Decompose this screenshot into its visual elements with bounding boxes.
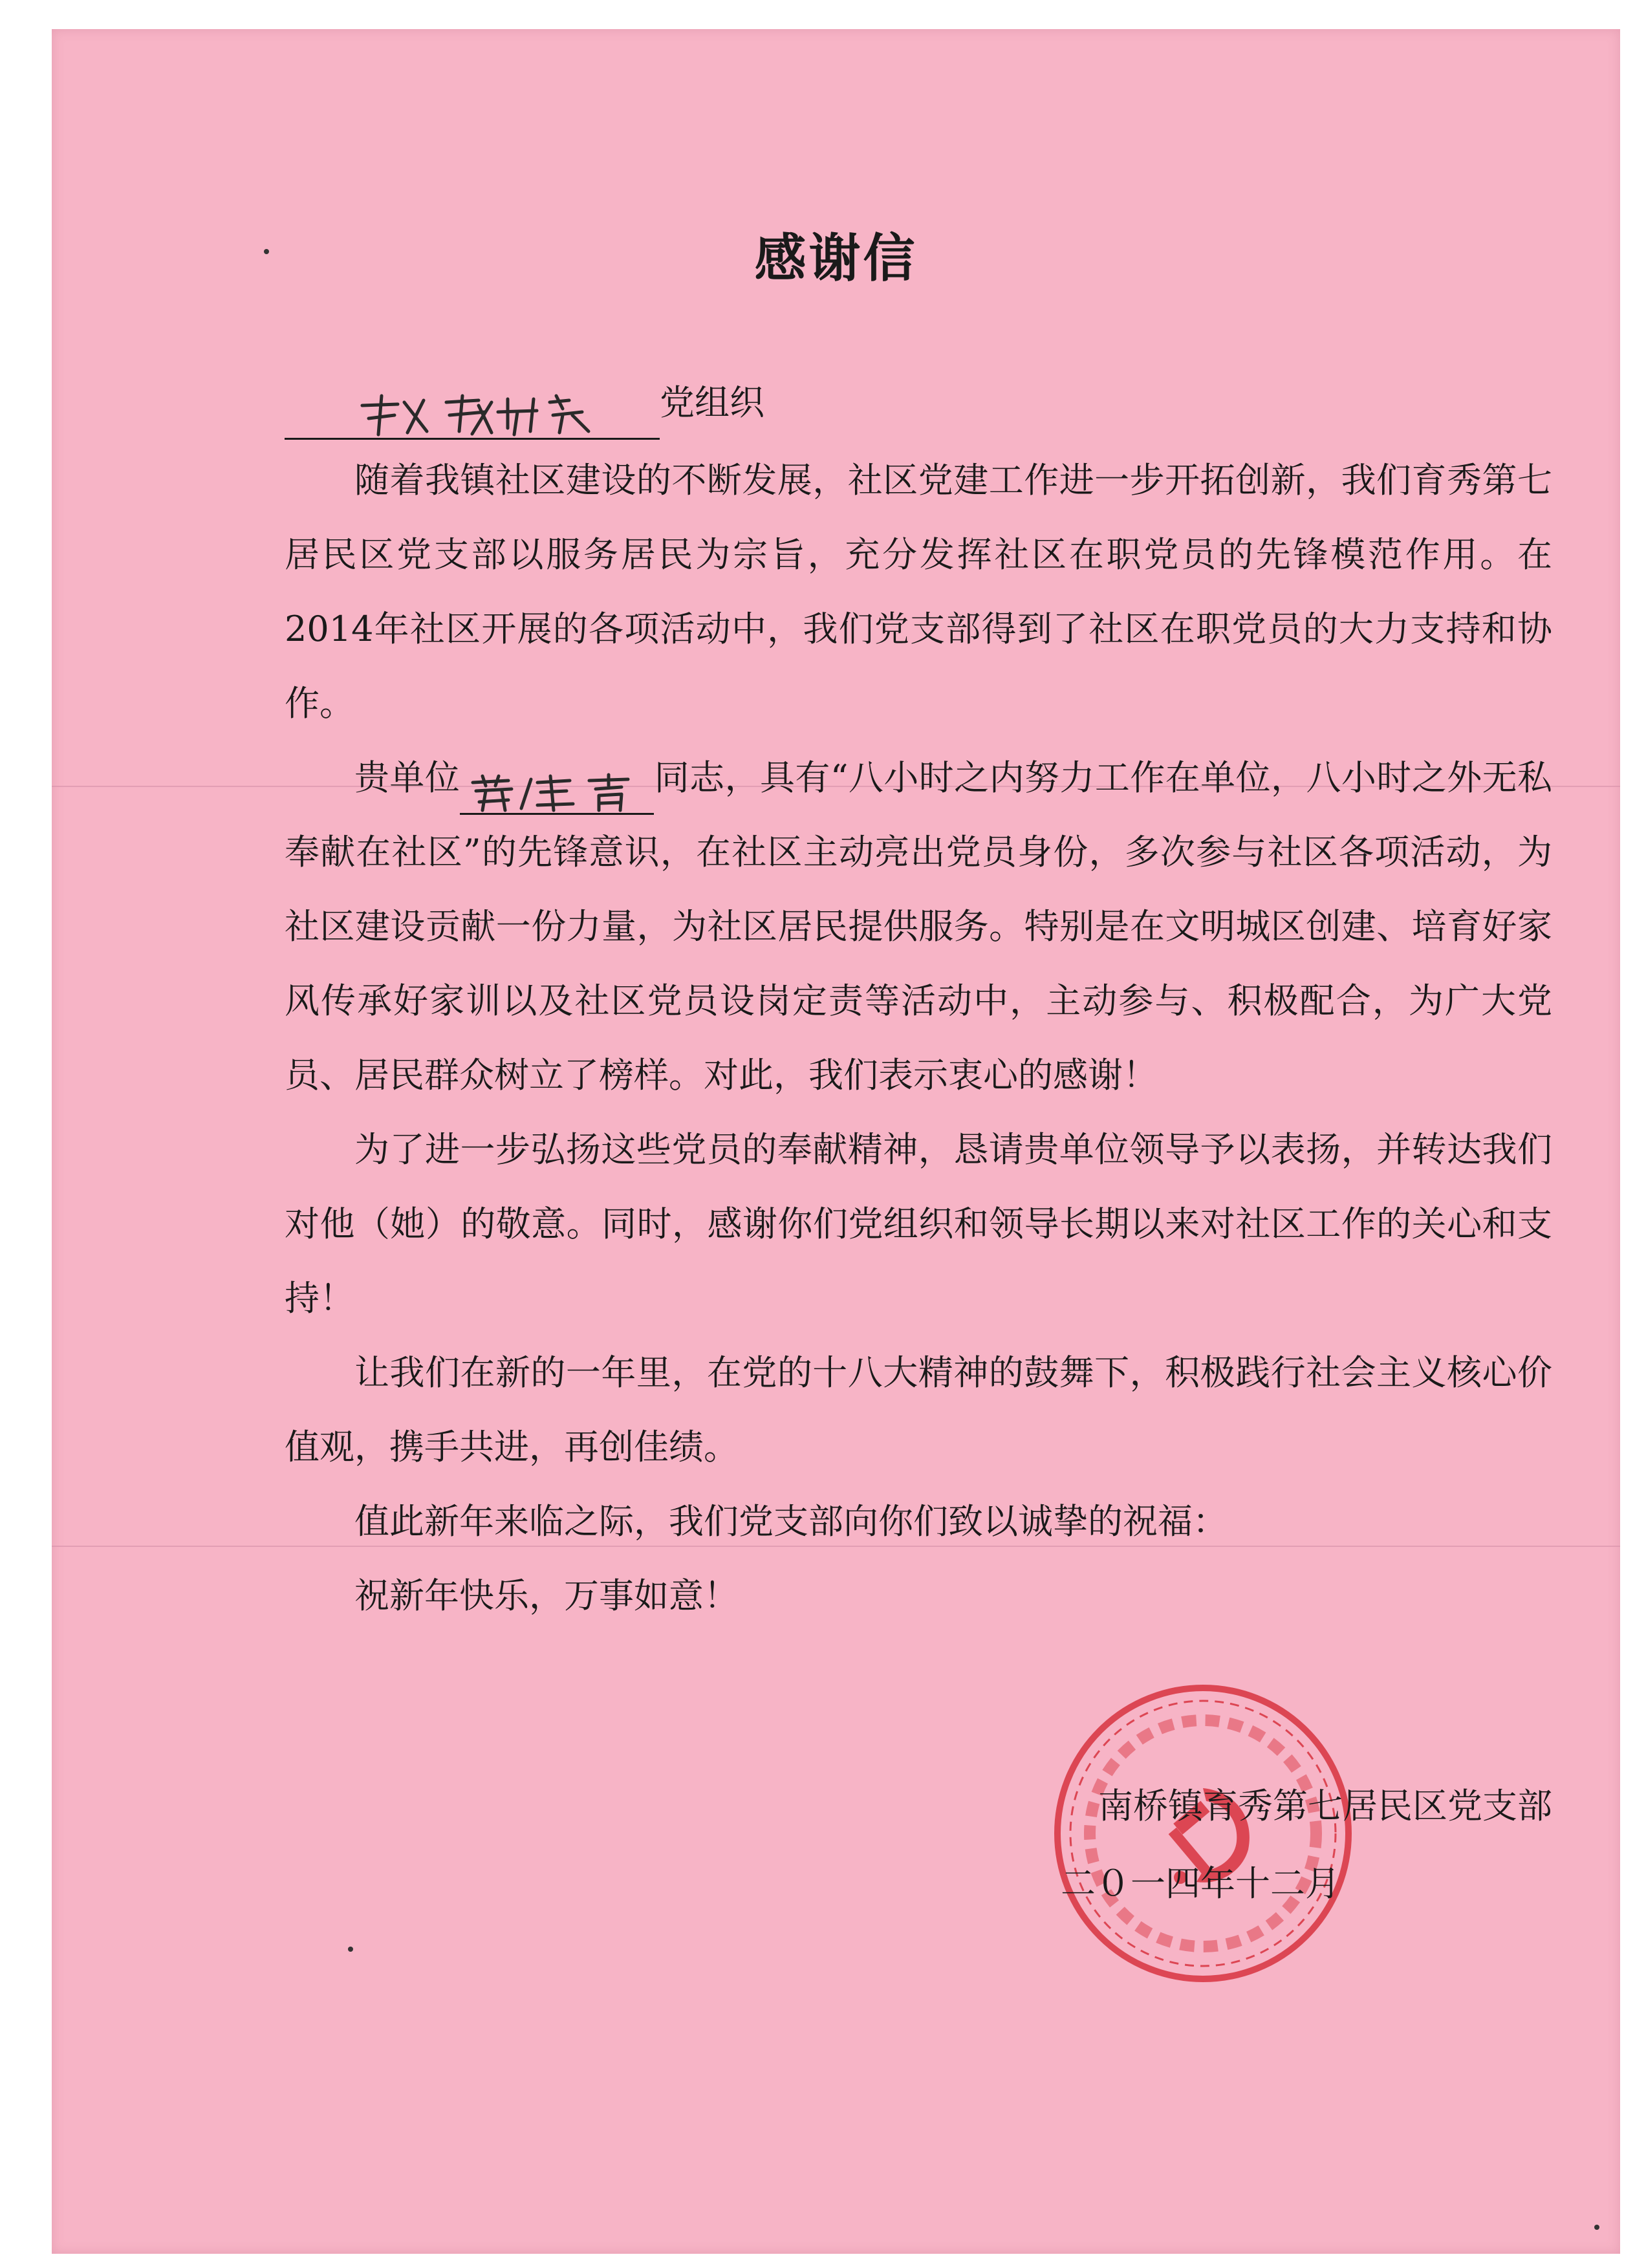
paragraph-3: 为了进一步弘扬这些党员的奉献精神，恳请贵单位领导予以表扬，并转达我们对他（她）的敬意。同时，感谢你们党组织和领导长期以来对社区工作的关心和支持！: [285, 1129, 1552, 1319]
recipient-suffix: 党组织: [660, 382, 764, 423]
recipient-blank: [285, 393, 660, 440]
paragraph-2: [285, 740, 1552, 1112]
paragraph-5: 值此新年来临之际，我们党支部向你们致以诚挚的祝福：: [354, 1501, 1228, 1542]
paragraph-4: 让我们在新的一年里，在党的十八大精神的鼓舞下，积极践行社会主义核心价值观，携手共进，再创佳绩。: [285, 1352, 1552, 1467]
member-name-blank: [460, 773, 654, 815]
paragraph-6: 祝新年快乐，万事如意！: [354, 1575, 739, 1616]
paper-speck: [1594, 2225, 1599, 2230]
recipient-handwriting: [285, 393, 660, 438]
signature-date: 二０一四年十二月: [1061, 1863, 1340, 1904]
paper-speck: [348, 1947, 353, 1952]
paragraph-2-suffix: 同志，具有“八小时之内努力工作在单位，八小时之外无私奉献在社区”的先锋意识，在社区主动亮出党员身份，多次参与社区各项活动，为社区建设贡献一份力量，为社区居民提供服务。特别是在文明城区创建、培育好家风传承好家训以及社区党员设岗定责等活动中，主动参与、积极配合，为广大党员、居民群众树立了榜样。对此，我们表示衷心的感谢！: [285, 757, 1553, 1096]
letter-page: [52, 29, 1620, 2254]
letter-body: [285, 443, 1552, 1633]
paragraph-2-prefix: 贵单位: [354, 757, 460, 798]
signature-organization: 南桥镇育秀第七居民区党支部: [1098, 1786, 1552, 1826]
member-name-handwriting: [460, 773, 654, 813]
paragraph-1: 随着我镇社区建设的不断发展，社区党建工作进一步开拓创新，我们育秀第七居民区党支部以服务居民为宗旨，充分发挥社区在职党员的先锋模范作用。在2014年社区开展的各项活动中，我们党支部得到了社区在职党员的大力支持和协作。: [285, 460, 1552, 724]
official-seal: [1041, 1672, 1365, 1995]
letter-title: 感谢信: [754, 228, 918, 288]
salutation: [285, 365, 1552, 440]
